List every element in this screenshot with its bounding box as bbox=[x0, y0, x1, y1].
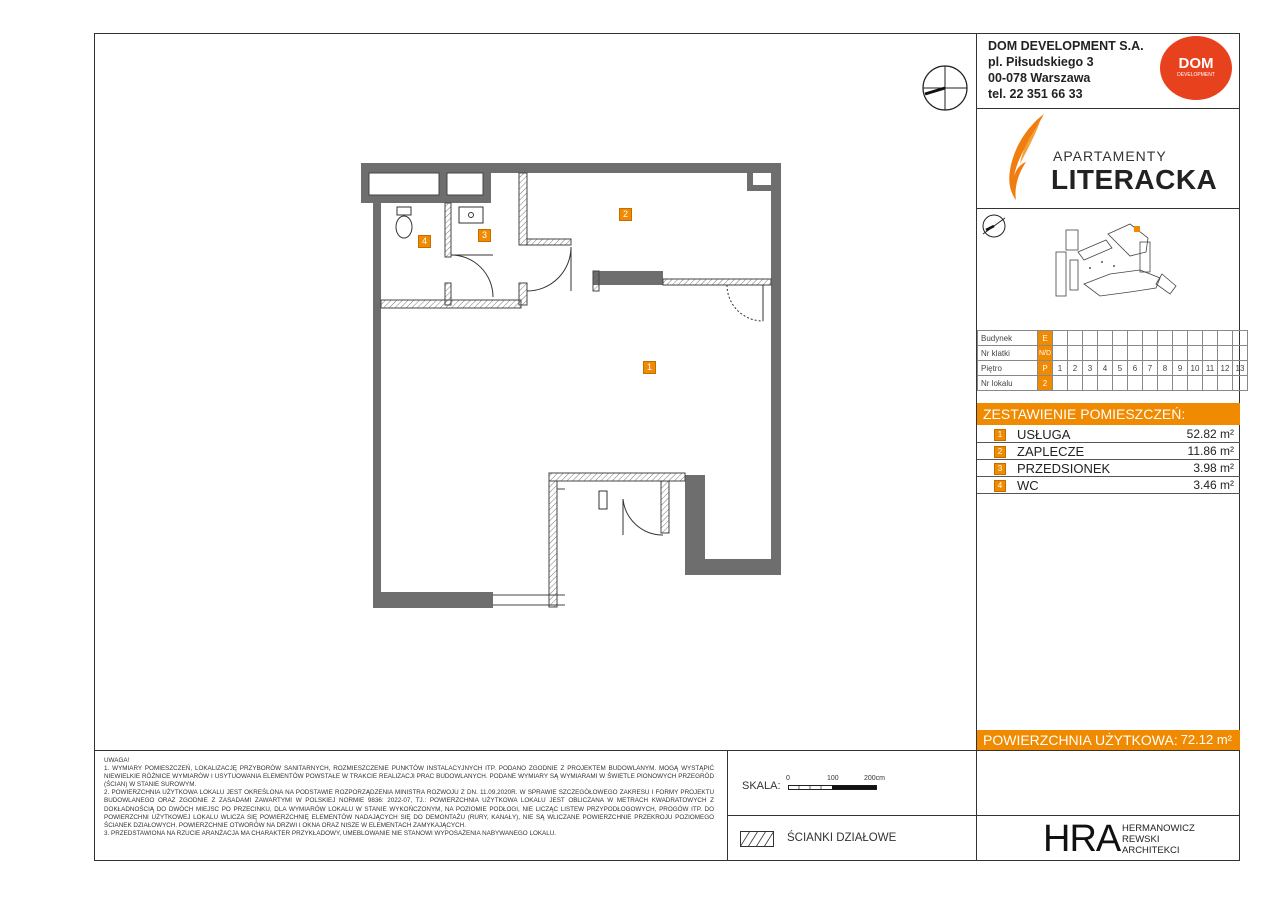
room-name: USŁUGA bbox=[1017, 427, 1071, 442]
legend-divider bbox=[727, 815, 976, 816]
plan-room-marker: 2 bbox=[619, 208, 632, 221]
scale-label: SKALA: bbox=[742, 780, 781, 792]
floor-cell: 8 bbox=[1158, 361, 1173, 376]
room-area: 11.86 m² bbox=[1187, 444, 1234, 458]
floor-cell: 6 bbox=[1128, 361, 1143, 376]
total-value: 72.12 m² bbox=[1180, 732, 1232, 747]
notes-title: UWAGA! bbox=[104, 757, 130, 764]
partition-legend-label: ŚCIANKI DZIAŁOWE bbox=[787, 832, 897, 844]
project-name-line1: APARTAMENTY bbox=[1053, 148, 1167, 164]
room-number: 3 bbox=[994, 463, 1006, 475]
room-area: 52.82 m² bbox=[1186, 427, 1234, 441]
architect-logo: HRA bbox=[1043, 818, 1121, 860]
project-divider bbox=[976, 208, 1240, 209]
floor-cell: 9 bbox=[1173, 361, 1188, 376]
floor-cell: 11 bbox=[1203, 361, 1218, 376]
total-label: POWIERZCHNIA UŻYTKOWA: bbox=[983, 732, 1178, 748]
room-number: 1 bbox=[994, 429, 1006, 441]
floor-cell: 1 bbox=[1053, 361, 1068, 376]
scale-tick-0: 0 bbox=[786, 775, 790, 782]
room-number: 2 bbox=[994, 446, 1006, 458]
floor-cell: 5 bbox=[1113, 361, 1128, 376]
notes-block bbox=[104, 757, 714, 838]
notes-divider bbox=[94, 750, 976, 751]
room-name: WC bbox=[1017, 478, 1039, 493]
company-address-street: pl. Piłsudskiego 3 bbox=[988, 55, 1094, 69]
architect-line1: HERMANOWICZ bbox=[1122, 823, 1195, 834]
partition-hatch-icon bbox=[740, 831, 774, 847]
floor-plan bbox=[355, 155, 785, 615]
floor-cell: 3 bbox=[1083, 361, 1098, 376]
room-row bbox=[977, 443, 1240, 460]
company-address-city: 00-078 Warszawa bbox=[988, 71, 1091, 85]
rooms-list bbox=[977, 426, 1240, 494]
location-grid bbox=[977, 330, 1248, 391]
grid-label: Nr lokalu bbox=[978, 376, 1038, 391]
north-arrow-icon bbox=[920, 64, 972, 112]
total-bottom-divider bbox=[976, 750, 1240, 751]
site-key-plan bbox=[980, 212, 1236, 324]
grid-value: 2 bbox=[1038, 376, 1053, 391]
grid-value: P bbox=[1038, 361, 1053, 376]
room-name: ZAPLECZE bbox=[1017, 444, 1085, 459]
floor-cell: 7 bbox=[1143, 361, 1158, 376]
plan-room-marker: 1 bbox=[643, 361, 656, 374]
grid-label: Nr klatki bbox=[978, 346, 1038, 361]
feather-flame-icon bbox=[1000, 112, 1050, 202]
grid-label: Piętro bbox=[978, 361, 1038, 376]
grid-row-floor bbox=[978, 361, 1248, 376]
floor-cell: 2 bbox=[1068, 361, 1083, 376]
room-row bbox=[977, 460, 1240, 477]
dom-development-logo bbox=[1160, 36, 1232, 100]
rooms-header: ZESTAWIENIE POMIESZCZEŃ: bbox=[977, 403, 1240, 425]
scale-tick-200: 200cm bbox=[864, 775, 886, 782]
scale-tick-100: 100 bbox=[827, 775, 839, 782]
company-divider bbox=[976, 108, 1240, 109]
note-item: 3. PRZEDSTAWIONA NA RZUCIE ARANŻACJA MA CHARAKTER PRZYKŁADOWY, UMEBLOWANIE NIE STANOWI WYPOSAŻENIA NABYWANEGO LOKALU. bbox=[104, 829, 557, 837]
sink-icon bbox=[459, 207, 483, 223]
total-area-bar bbox=[977, 730, 1240, 750]
room-area: 3.98 m² bbox=[1193, 461, 1234, 475]
scale-divider bbox=[727, 750, 728, 861]
company-phone: tel. 22 351 66 33 bbox=[988, 87, 1083, 101]
structural-walls bbox=[361, 163, 781, 608]
scale-bar bbox=[788, 784, 878, 792]
plan-room-marker: 4 bbox=[418, 235, 431, 248]
architect-name-block bbox=[1122, 823, 1195, 856]
grid-label: Budynek bbox=[978, 331, 1038, 346]
grid-value: E bbox=[1038, 331, 1053, 346]
floor-cell: 10 bbox=[1188, 361, 1203, 376]
project-name-line2: LITERACKA bbox=[1051, 164, 1218, 195]
room-number: 4 bbox=[994, 480, 1006, 492]
grid-value: N/D bbox=[1038, 346, 1053, 361]
architect-line2: REWSKI bbox=[1122, 834, 1160, 845]
floor-cell: 4 bbox=[1098, 361, 1113, 376]
grid-row-building bbox=[978, 331, 1248, 346]
note-item: 1. WYMIARY POMIESZCZEŃ, LOKALIZACJĘ PRZYBORÓW SANITARNYCH, ROZMIESZCZENIE PUNKTÓW INSTALACYJNYCH ITP. PODANO ZGODNIE Z PROJEKTEM BUDOWLANYM. MOGĄ WYSTĄPIĆ NIEWIELKIE RÓŻNICE WYMIARÓW I USYTUOWANIA ELEMENTÓW POWSTAŁE W TRAKCIE REALIZACJI PRAC BUDOWLANYCH. PODANE WYMIARY SĄ WYMIARAMI W ŚWIETLE PIONOWYCH PRZEGRÓD (ŚCIAN) W STANIE SUROWYM. bbox=[104, 765, 714, 789]
note-item: 2. POWIERZCHNIA UŻYTKOWA LOKALU JEST OKREŚLONA NA PODSTAWIE ROZPORZĄDZENIA MINISTRA ROZWOJU Z DN. 11.09.2020R. W SPRAWIE SZCZEGÓŁOWEGO ZAKRESU I FORMY PROJEKTU BUDOWLANEGO ORAZ ZGODNIE Z ZASADAMI ZAWARTYMI W POLSKIEJ NORMIE 9836: 2022-07, TJ.: POWIERZCHNIA UŻYTKOWA LOKALU JEST OBLICZANA W METRACH KWADRATOWYCH Z DOKŁADNOŚCIĄ DO DWÓCH MIEJSC PO PRZECINKU, DLA WYMIARÓW LOKALU W STANIE WYKOŃCZONYM, NA POZIOMIE PODŁOGI, NIE LICZĄC LISTEW PRZYPODŁOGOWYCH, PROGÓW ITP. DO POWIERZCHNI UŻYTKOWEJ LOKALU WLICZA SIĘ POWIERZCHNIĘ ELEMENTÓW NADAJĄCYCH SIĘ DO DEMONTAŻU (RURY, KANAŁY), NIE SĄ WLICZANE POWIERZCHNIE PRZEKROJU POZIOMEGO ŚCIANEK DZIAŁOWYCH. POWIERZCHNIE OTWORÓW NA DRZWI I OKNA ORAZ NISZE W ELEMENTACH ZAMYKAJĄCYCH. bbox=[104, 789, 714, 829]
architect-divider bbox=[976, 815, 1240, 816]
grid-row-unit bbox=[978, 376, 1248, 391]
room-name: PRZEDSIONEK bbox=[1017, 461, 1111, 476]
architect-line3: ARCHITEKCI bbox=[1122, 845, 1180, 856]
room-row bbox=[977, 477, 1240, 494]
floor-cell: 13 bbox=[1233, 361, 1248, 376]
toilet-icon bbox=[396, 207, 412, 238]
plan-room-marker: 3 bbox=[478, 229, 491, 242]
grid-row-stairwell bbox=[978, 346, 1248, 361]
logo-main-text: DOM bbox=[1178, 55, 1214, 72]
company-name: DOM DEVELOPMENT S.A. bbox=[988, 39, 1144, 53]
logo-sub-text: DEVELOPMENT bbox=[1177, 72, 1215, 78]
floor-cell: 12 bbox=[1218, 361, 1233, 376]
room-row bbox=[977, 426, 1240, 443]
room-area: 3.46 m² bbox=[1193, 478, 1234, 492]
